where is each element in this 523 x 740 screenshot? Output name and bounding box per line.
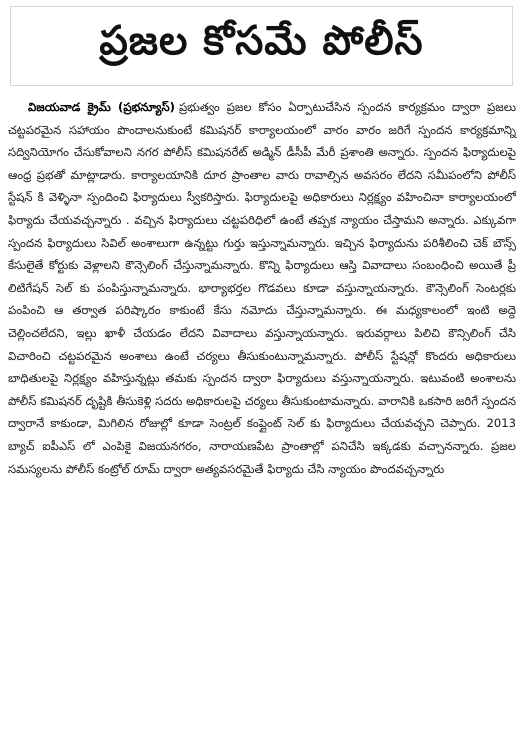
headline-box	[10, 6, 513, 86]
article-text: ప్రభుత్వం ప్రజల కోసం ఏర్పాటుచేసిన స్పందన కార్యక్రమం ద్వారా ప్రజలు చట్టపరమైన సహాయం పొందాలనుకుంటే కమిషనర్ కార్యాలయంలో వారం వారం జరిగే స్పందన కార్యక్రమాన్ని సద్వినియోగం చేసుకోవాలని నగర పోలీస్ కమిషనరేట్ అడ్మిన్ డీసీపీ మేరీ ప్రశాంతి అన్నారు. స్పందన ఫిర్యాదులపై ఆంధ్ర ప్రభతో మాట్లాడారు. కార్యాలయానికి దూర ప్రాంతాల వారు రావాల్సిన అవసరం లేదని సమీపంలోని పోలీస్ స్టేషన్ కి వెళ్ళినా స్పందించి ఫిర్యాదులు స్వీకరిస్తారు. ఫిర్యాదులపై అధికారులు నిర్లక్ష్యం వహించినా కార్యాలయంలో ఫిర్యాదు చేయవచ్చన్నారు . వచ్చిన ఫిర్యాదులు చట్టపరిధిలో ఉంటే తప్పక న్యాయం చేస్తామని అన్నారు. ఎక్కువగా స్పందన ఫిర్యాదులు సివిల్ అంశాలుగా ఉన్నట్టు గుర్తు ఇస్తున్నామన్నారు. ఇచ్చిన ఫిర్యాదును పరిశీలించి చెక్ బౌన్స్ కేసులైతే కోర్టుకు వెళ్లాలని కౌన్సెలింగ్ చేస్తున్నామన్నారు. కొన్ని ఫిర్యాదులు ఆస్తి వివాదాలు సంబంధించి అయితే ప్రీ లిటిగేషన్ సెల్ కు పంపిస్తున్నామన్నారు. భార్యాభర్తల గొడవలు కూడా వస్తున్నాయన్నారు. కౌన్సెలింగ్ సెంటర్లకు పంపించి ఆ తర్వాత పరిష్కారం కాకుంటే కేసు నమోదు చేస్తున్నామన్నారు. ఈ మధ్యకాలంలో ఇంటి అద్దె చెల్లించలేదని, ఇల్లు ఖాళీ చేయడం లేదని వివాదాలు వస్తున్నాయన్నారు. ఇరువర్గాలు పిలిచి కౌన్సిలింగ్ చేసి విచారించి చట్టపరమైన అంశాలు ఉంటే చర్యలు తీసుకుంటున్నామన్నారు. పోలీస్ స్టేషన్లో కొందరు అధికారులు బాధితులపై నిర్లక్ష్యం వహిస్తున్నట్లు తమకు స్పందన ద్వారా ఫిర్యాదులు వస్తున్నాయన్నారు. ఇటువంటి అంశాలను పోలీస్ కమిషనర్ దృష్టికి తీసుకెళ్లి సదరు అధికారులపై చర్యలు తీసుకుంటామన్నారు. వారానికి ఒకసారి జరిగే స్పందన ద్వారానే కాకుండా, మిగిలిన రోజుల్లో కూడా సెంట్రల్ కంప్లైంట్ సెల్ కు ఫిర్యాదులు చేయవచ్చని చెప్పారు. 2013 బ్యాచ్ ఐపీఎస్ లో ఎంపికై విజయనగరం, నారాయణపేట ప్రాంతాల్లో పనిచేసి ఇక్కడకు వచ్చానన్నారు. ప్రజల సమస్యలను పోలీస్ కంట్రోల్ రూమ్ ద్వారా అత్యవసరమైతే ఫిర్యాదు చేసి న్యాయం పొందవచ్చన్నారు	[8, 100, 516, 476]
byline: విజయవాడ క్రైమ్ (ప్రభన్యూస్)	[28, 100, 175, 114]
headline: ప్రజల కోసమే పోలీస్	[99, 18, 424, 64]
article-body	[8, 96, 516, 480]
